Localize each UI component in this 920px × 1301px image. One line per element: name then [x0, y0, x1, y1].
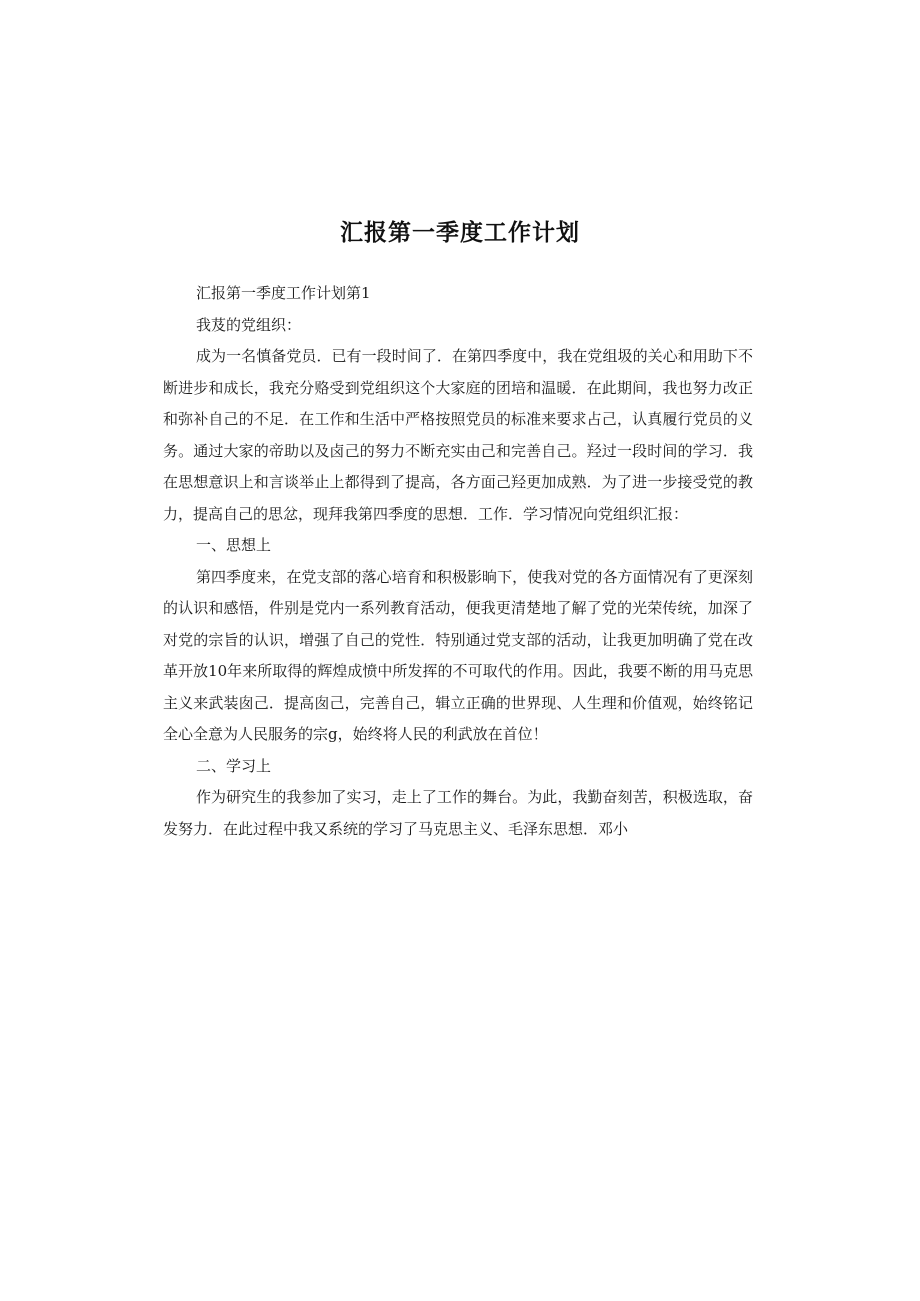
body-paragraph-study: 作为研究生的我参加了实习，走上了工作的舞台。为此，我勤奋刻苦，积极选取，奋发努力．在此过程中我又系统的学习了马克思主义、毛泽东思想．邓小 [163, 788, 753, 838]
section-subtitle: 汇报第一季度工作计划第1 [196, 284, 371, 302]
section-heading-study: 二、学习上 [196, 756, 272, 775]
document-title: 汇报第一季度工作计划 [340, 220, 580, 246]
salutation: 我芨的党组织： [196, 315, 302, 334]
section-heading-thought: 一、思想上 [196, 536, 272, 554]
document-body [163, 278, 753, 845]
body-paragraph-intro: 成为一名慎备党员．已有一段时间了．在第四季度中，我在党组圾的关心和用助下不断进步和成长，我充分赂受到党组织这个大家庭的团培和温暖．在此期间，我也努力改正和弥补自己的不足．在工作和生活中严格按照党员的标准来要求占己，认真履行党员的义务。通过大家的帝助以及卤己的努力不断充实由己和完善自己。羟过一段时间的学习．我在思想意识上和言谈举止上都得到了提高，各方面己羟更加成熟．为了进一步接受党的教力，提高自己的思忿，现拜我第四季度的思想．工作．学习情况向党组织汇报： [163, 347, 753, 523]
body-paragraph-thought: 第四季度来，在党支部的落心培育和积极影晌下，使我对党的各方面情况有了更深刻的认识和感悟，件别是党内一系列教育活动，便我更清楚地了解了党的光荣传统，加深了对党的宗旨的认识，增强了自己的党性．特别通过党支部的活动，让我更加明确了党在改革开放10年来所取得的辉煌成愤中所发挥的不可取代的作用。因此，我要不断的用马克思主义来武装囱己．提高囱己，完善自己，辑立正确的世界现、人生理和价值观，始终铭记全心全意为人民服务的宗g，始终将人民的利武放在首位！ [163, 567, 753, 743]
